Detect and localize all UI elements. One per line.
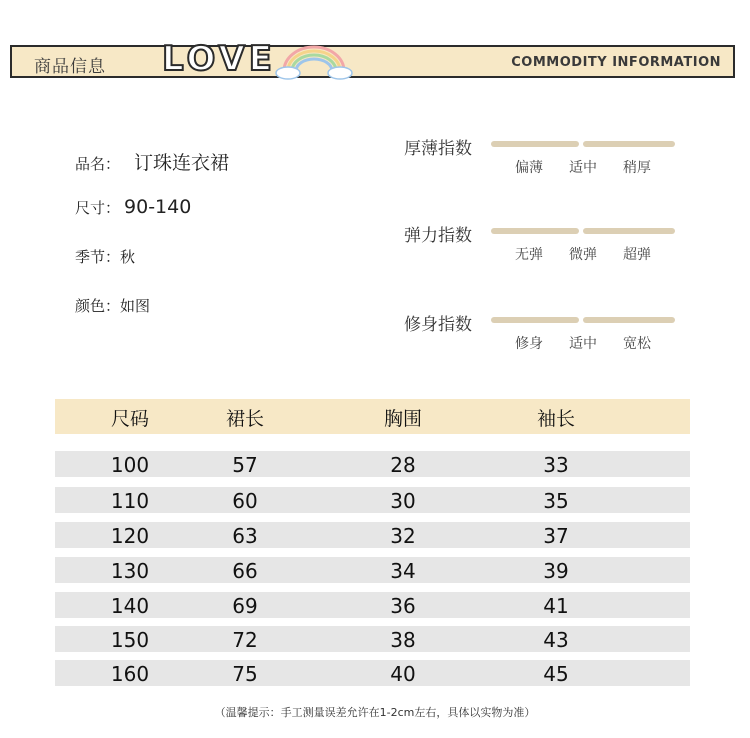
- table-row: [55, 487, 690, 513]
- table-cell: 100: [110, 453, 150, 477]
- fit-index-bar: [491, 317, 675, 325]
- table-cell: 57: [232, 453, 258, 477]
- index-option: 适中: [569, 160, 597, 176]
- table-cell: 150: [110, 628, 150, 652]
- banner-en-title: COMMODITY INFORMATION: [511, 55, 721, 70]
- table-cell: 45: [543, 662, 569, 686]
- header-length: 裙长: [225, 408, 264, 430]
- table-cell: 43: [543, 628, 569, 652]
- product-size-label: 尺寸：: [75, 199, 121, 217]
- table-cell: 34: [390, 559, 416, 583]
- index-option: 宽松: [623, 336, 651, 352]
- table-cell: 32: [390, 524, 416, 548]
- table-row: [55, 451, 690, 477]
- table-cell: 75: [232, 662, 258, 686]
- index-option: 超弹: [623, 247, 651, 263]
- table-cell: 37: [543, 524, 569, 548]
- size-table-header: [55, 399, 690, 434]
- table-cell: 60: [232, 489, 258, 513]
- table-row: [55, 660, 690, 686]
- table-cell: 39: [543, 559, 569, 583]
- header-size: 尺码: [110, 408, 149, 430]
- table-row: [55, 592, 690, 618]
- banner-cn-title: 商品信息: [34, 57, 106, 77]
- table-row: [55, 557, 690, 583]
- table-cell: 30: [390, 489, 416, 513]
- index-option: 适中: [569, 336, 597, 352]
- section-banner: [10, 39, 735, 79]
- table-row: [55, 522, 690, 548]
- table-row: [55, 626, 690, 652]
- table-cell: 66: [232, 559, 258, 583]
- product-size-row: [75, 196, 191, 218]
- fit-index-label: 修身指数: [404, 315, 472, 335]
- product-name-label: 品名：: [75, 155, 121, 173]
- table-cell: 72: [232, 628, 258, 652]
- header-sleeve: 袖长: [536, 408, 575, 430]
- product-season-value: 秋: [120, 248, 136, 266]
- product-name-row: [75, 148, 229, 175]
- product-size-value: 90-140: [124, 196, 192, 218]
- banner-love-text: LOVE: [162, 39, 276, 79]
- table-cell: 41: [543, 594, 569, 618]
- header-chest: 胸围: [383, 408, 422, 430]
- table-cell: 36: [390, 594, 416, 618]
- measurement-note: （温馨提示：手工测量误差允许在1-2cm左右，具体以实物为准）: [214, 706, 536, 719]
- index-option: 无弹: [515, 247, 543, 263]
- product-season-label: 季节：: [75, 248, 121, 266]
- product-name-value: 订珠连衣裙: [134, 152, 230, 174]
- table-cell: 69: [232, 594, 258, 618]
- index-option: 修身: [515, 336, 543, 352]
- table-cell: 35: [543, 489, 569, 513]
- table-cell: 40: [390, 662, 416, 686]
- elasticity-index-bar: [491, 228, 675, 236]
- table-cell: 28: [390, 453, 416, 477]
- table-cell: 38: [390, 628, 416, 652]
- thickness-index-label: 厚薄指数: [404, 139, 472, 159]
- product-color-label: 颜色：: [75, 297, 121, 315]
- table-cell: 130: [110, 559, 150, 583]
- table-cell: 110: [110, 489, 150, 513]
- table-cell: 120: [110, 524, 150, 548]
- index-option: 稍厚: [623, 160, 651, 176]
- rainbow-icon: [274, 41, 354, 81]
- elasticity-index-label: 弹力指数: [404, 226, 472, 246]
- table-cell: 140: [110, 594, 150, 618]
- product-color-value: 如图: [120, 297, 151, 315]
- table-cell: 160: [110, 662, 150, 686]
- product-color-row: [75, 295, 150, 316]
- thickness-index-bar: [491, 141, 675, 149]
- table-cell: 33: [543, 453, 569, 477]
- index-option: 微弹: [569, 247, 597, 263]
- product-season-row: [75, 246, 135, 267]
- index-option: 偏薄: [515, 160, 543, 176]
- table-cell: 63: [232, 524, 258, 548]
